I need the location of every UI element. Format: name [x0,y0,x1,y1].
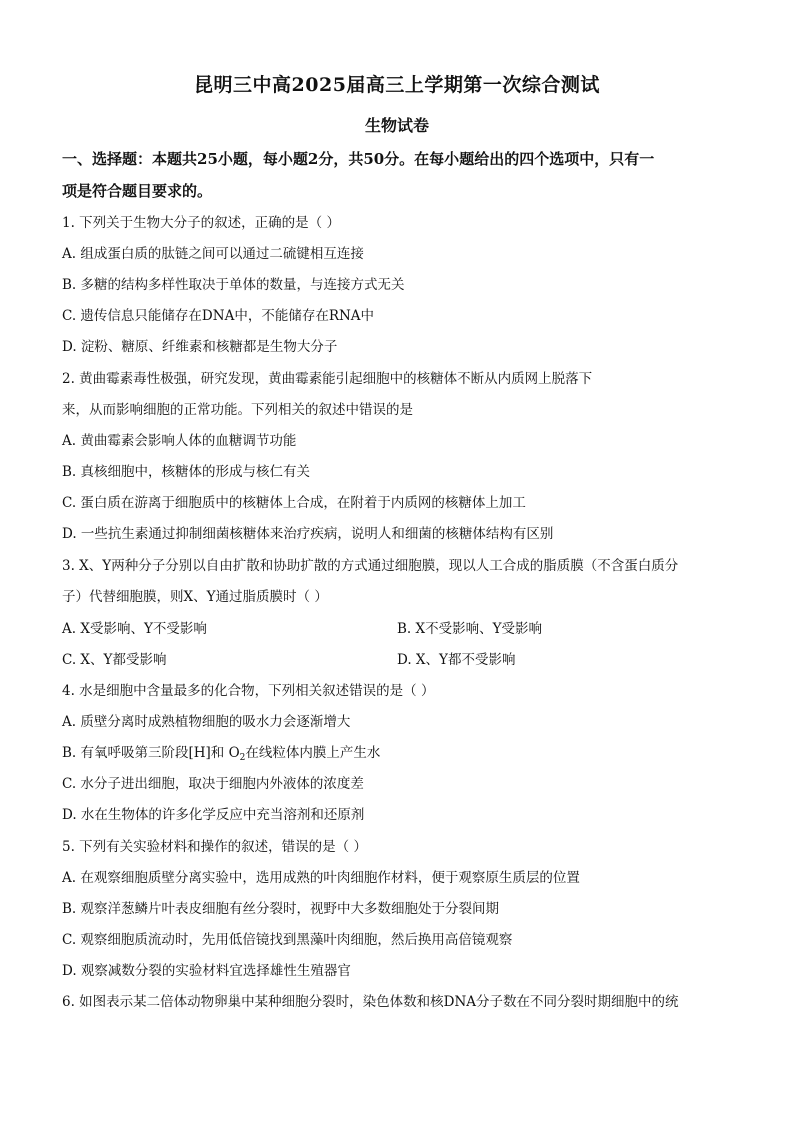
q4-stem: 4. 水是细胞中含量最多的化合物，下列相关叙述错误的是（ ） [62,683,435,699]
q5-option-d: D. 观察减数分裂的实验材料宜选择雄性生殖器官 [62,963,351,979]
q4-option-b-text-end: 在线粒体内膜上产生水 [245,745,381,761]
q2-option-b: B. 真核细胞中，核糖体的形成与核仁有关 [62,464,311,480]
q2-stem-line-2: 来，从而影响细胞的正常功能。下列相关的叙述中错误的是 [62,402,413,418]
q3-option-d: D. X、Y都不受影响 [397,652,516,668]
q2-stem-line-1: 2. 黄曲霉素毒性极强，研究发现，黄曲霉素能引起细胞中的核糖体不断从内质网上脱落下 [62,371,593,387]
section-heading-line-1: 一、选择题：本题共25小题，每小题2分，共50分。在每小题给出的四个选项中，只有一 [62,150,655,168]
q5-option-c: C. 观察细胞质流动时，先用低倍镜找到黑藻叶肉细胞，然后换用高倍镜观察 [62,932,513,948]
q1-option-d: D. 淀粉、糖原、纤维素和核糖都是生物大分子 [62,339,338,355]
q5-option-b: B. 观察洋葱鳞片叶表皮细胞有丝分裂时，视野中大多数细胞处于分裂间期 [62,901,500,917]
q4-option-b-subscript: 2 [239,753,246,763]
q4-option-d: D. 水在生物体的许多化学反应中充当溶剂和还原剂 [62,807,365,823]
q4-option-c: C. 水分子进出细胞，取决于细胞内外液体的浓度差 [62,776,364,792]
q1-stem: 1. 下列关于生物大分子的叙述，正确的是（ ） [62,215,340,231]
q5-option-a: A. 在观察细胞质壁分离实验中，选用成熟的叶肉细胞作材料，便于观察原生质层的位置 [62,870,580,886]
section-heading-line-2: 项是符合题目要求的。 [62,182,213,200]
q1-option-c: C. 遗传信息只能储存在DNA中，不能储存在RNA中 [62,308,375,324]
q6-stem: 6. 如图表示某二倍体动物卵巢中某种细胞分裂时，染色体数和核DNA分子数在不同分裂时期细胞中的统 [62,994,679,1010]
q4-option-a: A. 质壁分离时成熟植物细胞的吸水力会逐渐增大 [62,714,351,730]
q3-option-b: B. X不受影响、Y受影响 [397,621,543,637]
q1-option-b: B. 多糖的结构多样性取决于单体的数量，与连接方式无关 [62,277,405,293]
q3-option-a: A. X受影响、Y不受影响 [62,621,207,637]
q3-stem-line-2: 子）代替细胞膜，则X、Y通过脂质膜时（ ） [62,589,328,605]
q3-option-c: C. X、Y都受影响 [62,652,167,668]
q4-option-b-text: B. 有氧呼吸第三阶段[H]和 O [62,745,240,761]
page-subtitle: 生物试卷 [364,116,429,135]
q2-option-a: A. 黄曲霉素会影响人体的血糖调节功能 [62,433,297,449]
q2-option-c: C. 蛋白质在游离于细胞质中的核糖体上合成，在附着于内质网的核糖体上加工 [62,495,526,511]
q5-stem: 5. 下列有关实验材料和操作的叙述，错误的是（ ） [62,839,367,855]
q2-option-d: D. 一些抗生素通过抑制细菌核糖体来治疗疾病，说明人和细菌的核糖体结构有区别 [62,526,554,542]
q3-stem-line-1: 3. X、Y两种分子分别以自由扩散和协助扩散的方式通过细胞膜，现以人工合成的脂质膜（不含蛋白质分 [62,558,679,574]
q1-option-a: A. 组成蛋白质的肽链之间可以通过二硫键相互连接 [62,246,364,262]
q4-option-b [62,744,380,767]
page-title: 昆明三中高2025届高三上学期第一次综合测试 [194,74,600,96]
